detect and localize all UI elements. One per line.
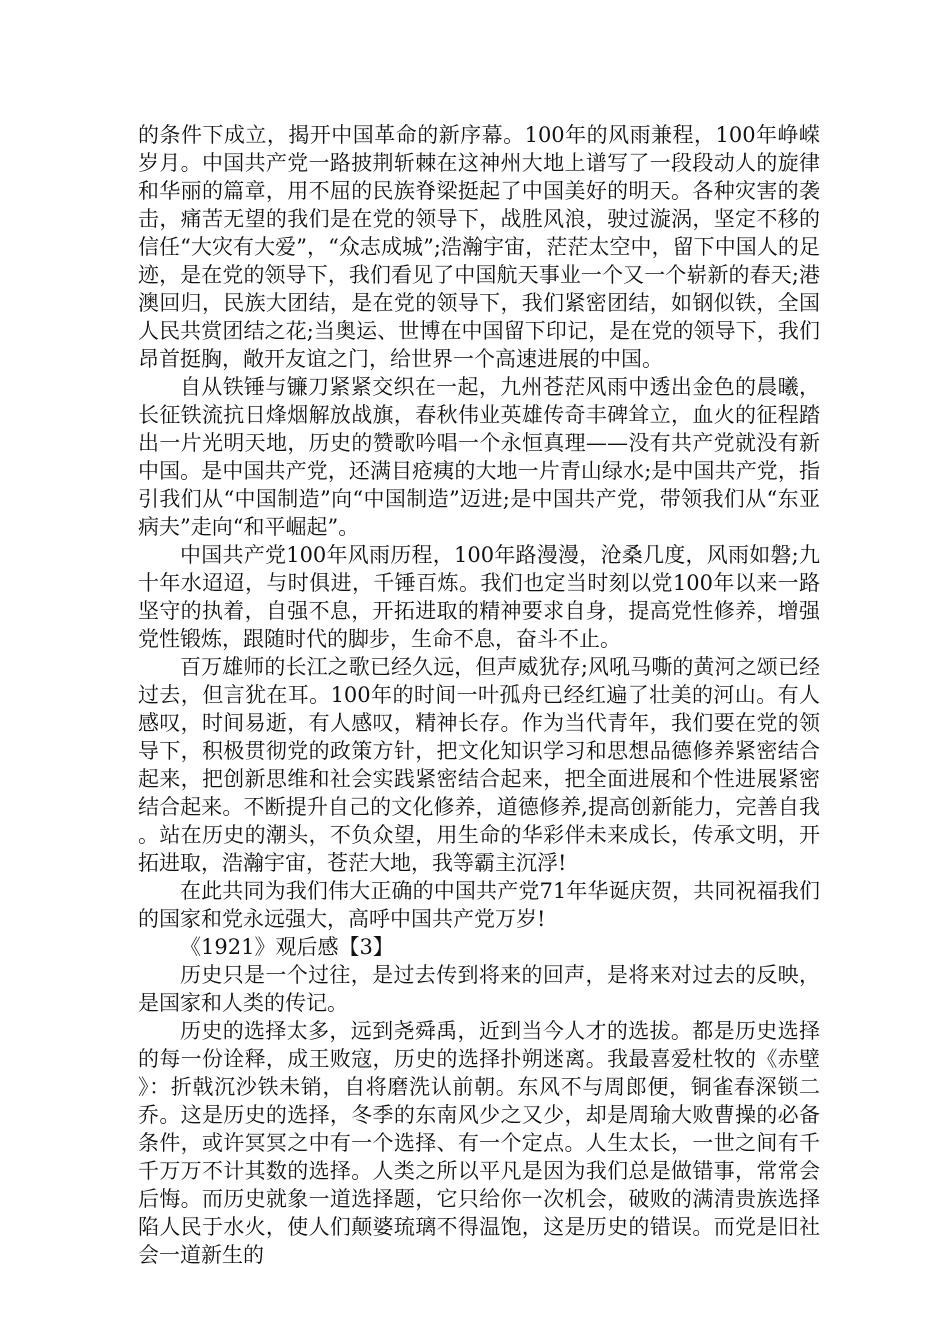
section-heading: 《1921》观后感【3】 (180, 935, 394, 959)
body-paragraph-5: 在此共同为我们伟大正确的中国共产党71年华诞庆贺，共同祝福我们的国家和党永远强大，高呼中国共产党万岁! (138, 879, 820, 931)
body-paragraph-6: 历史只是一个过往，是过去传到将来的回声，是将来对过去的反映，是国家和人类的传记。 (138, 963, 820, 1015)
body-paragraph-3: 中国共产党100年风雨历程，100年路漫漫，沧桑几度，风雨如磐;九十年水迢迢，与时俱进，千锤百炼。我们也定当时刻以党100年以来一路坚守的执着，自强不息，开拓进取的精神要求自身，提高党性修养，增强党性锻炼，跟随时代的脚步，生命不息，奋斗不止。 (138, 543, 820, 651)
body-paragraph-2: 自从铁锤与镰刀紧紧交织在一起，九州苍茫风雨中透出金色的晨曦，长征铁流抗日烽烟解放战旗，春秋伟业英雄传奇丰碑耸立，血火的征程踏出一片光明天地，历史的赞歌吟唱一个永恒真理——没有共产党就没有新中国。是中国共产党，还满目疮痍的大地一片青山绿水;是中国共产党，指引我们从“中国制造”向“中国制造”迈进;是中国共产党，带领我们从“东亚病夫”走向“和平崛起”。 (138, 375, 820, 539)
body-paragraph-7: 历史的选择太多，远到尧舜禹，近到当今人才的选拔。都是历史选择的每一份诠释，成王败寇，历史的选择扑朔迷离。我最喜爱杜牧的《赤壁》：折戟沉沙铁未销，自将磨洗认前朝。东风不与周郎便，铜雀春深锁二乔。这是历史的选择，冬季的东南风少之又少，却是周瑜大败曹操的必备条件，或许冥冥之中有一个选择、有一个定点。人生太长，一世之间有千千万万不计其数的选择。人类之所以平凡是因为我们总是做错事，常常会后悔。而历史就象一道选择题，它只给你一次机会，破败的满清贵族选择陷人民于水火，使人们颠婆琉璃不得温饱，这是历史的错误。而党是旧社会一道新生的 (138, 1019, 820, 1267)
body-paragraph-4: 百万雄师的长江之歌已经久远，但声威犹存;风吼马嘶的黄河之颂已经过去，但言犹在耳。100年的时间一叶孤舟已经红遍了壮美的河山。有人感叹，时间易逝，有人感叹，精神长存。作为当代青年，我们要在党的领导下，积极贯彻党的政策方针，把文化知识学习和思想品德修养紧密结合起来，把创新思维和社会实践紧密结合起来，把全面进展和个性进展紧密结合起来。不断提升自己的文化修养，道德修养,提高创新能力，完善自我。站在历史的潮头，不负众望，用生命的华彩伴未来成长，传承文明，开拓进取，浩瀚宇宙，苍茫大地，我等霸主沉浮! (138, 655, 820, 875)
body-paragraph-1: 的条件下成立，揭开中国革命的新序幕。100年的风雨兼程，100年峥嵘岁月。中国共产党一路披荆斩棘在这神州大地上谱写了一段段动人的旋律和华丽的篇章，用不屈的民族脊梁挺起了中国美好的明天。各种灾害的袭击，痛苦无望的我们是在党的领导下，战胜风浪，驶过漩涡，坚定不移的信任“大灾有大爱”，“众志成城”;浩瀚宇宙，茫茫太空中，留下中国人的足迹，是在党的领导下，我们看见了中国航天事业一个又一个崭新的春天;港澳回归，民族大团结，是在党的领导下，我们紧密团结，如钢似铁，全国人民共赏团结之花;当奥运、世博在中国留下印记，是在党的领导下，我们昂首挺胸，敞开友谊之门，给世界一个高速进展的中国。 (138, 123, 820, 371)
document-page (138, 121, 820, 1269)
